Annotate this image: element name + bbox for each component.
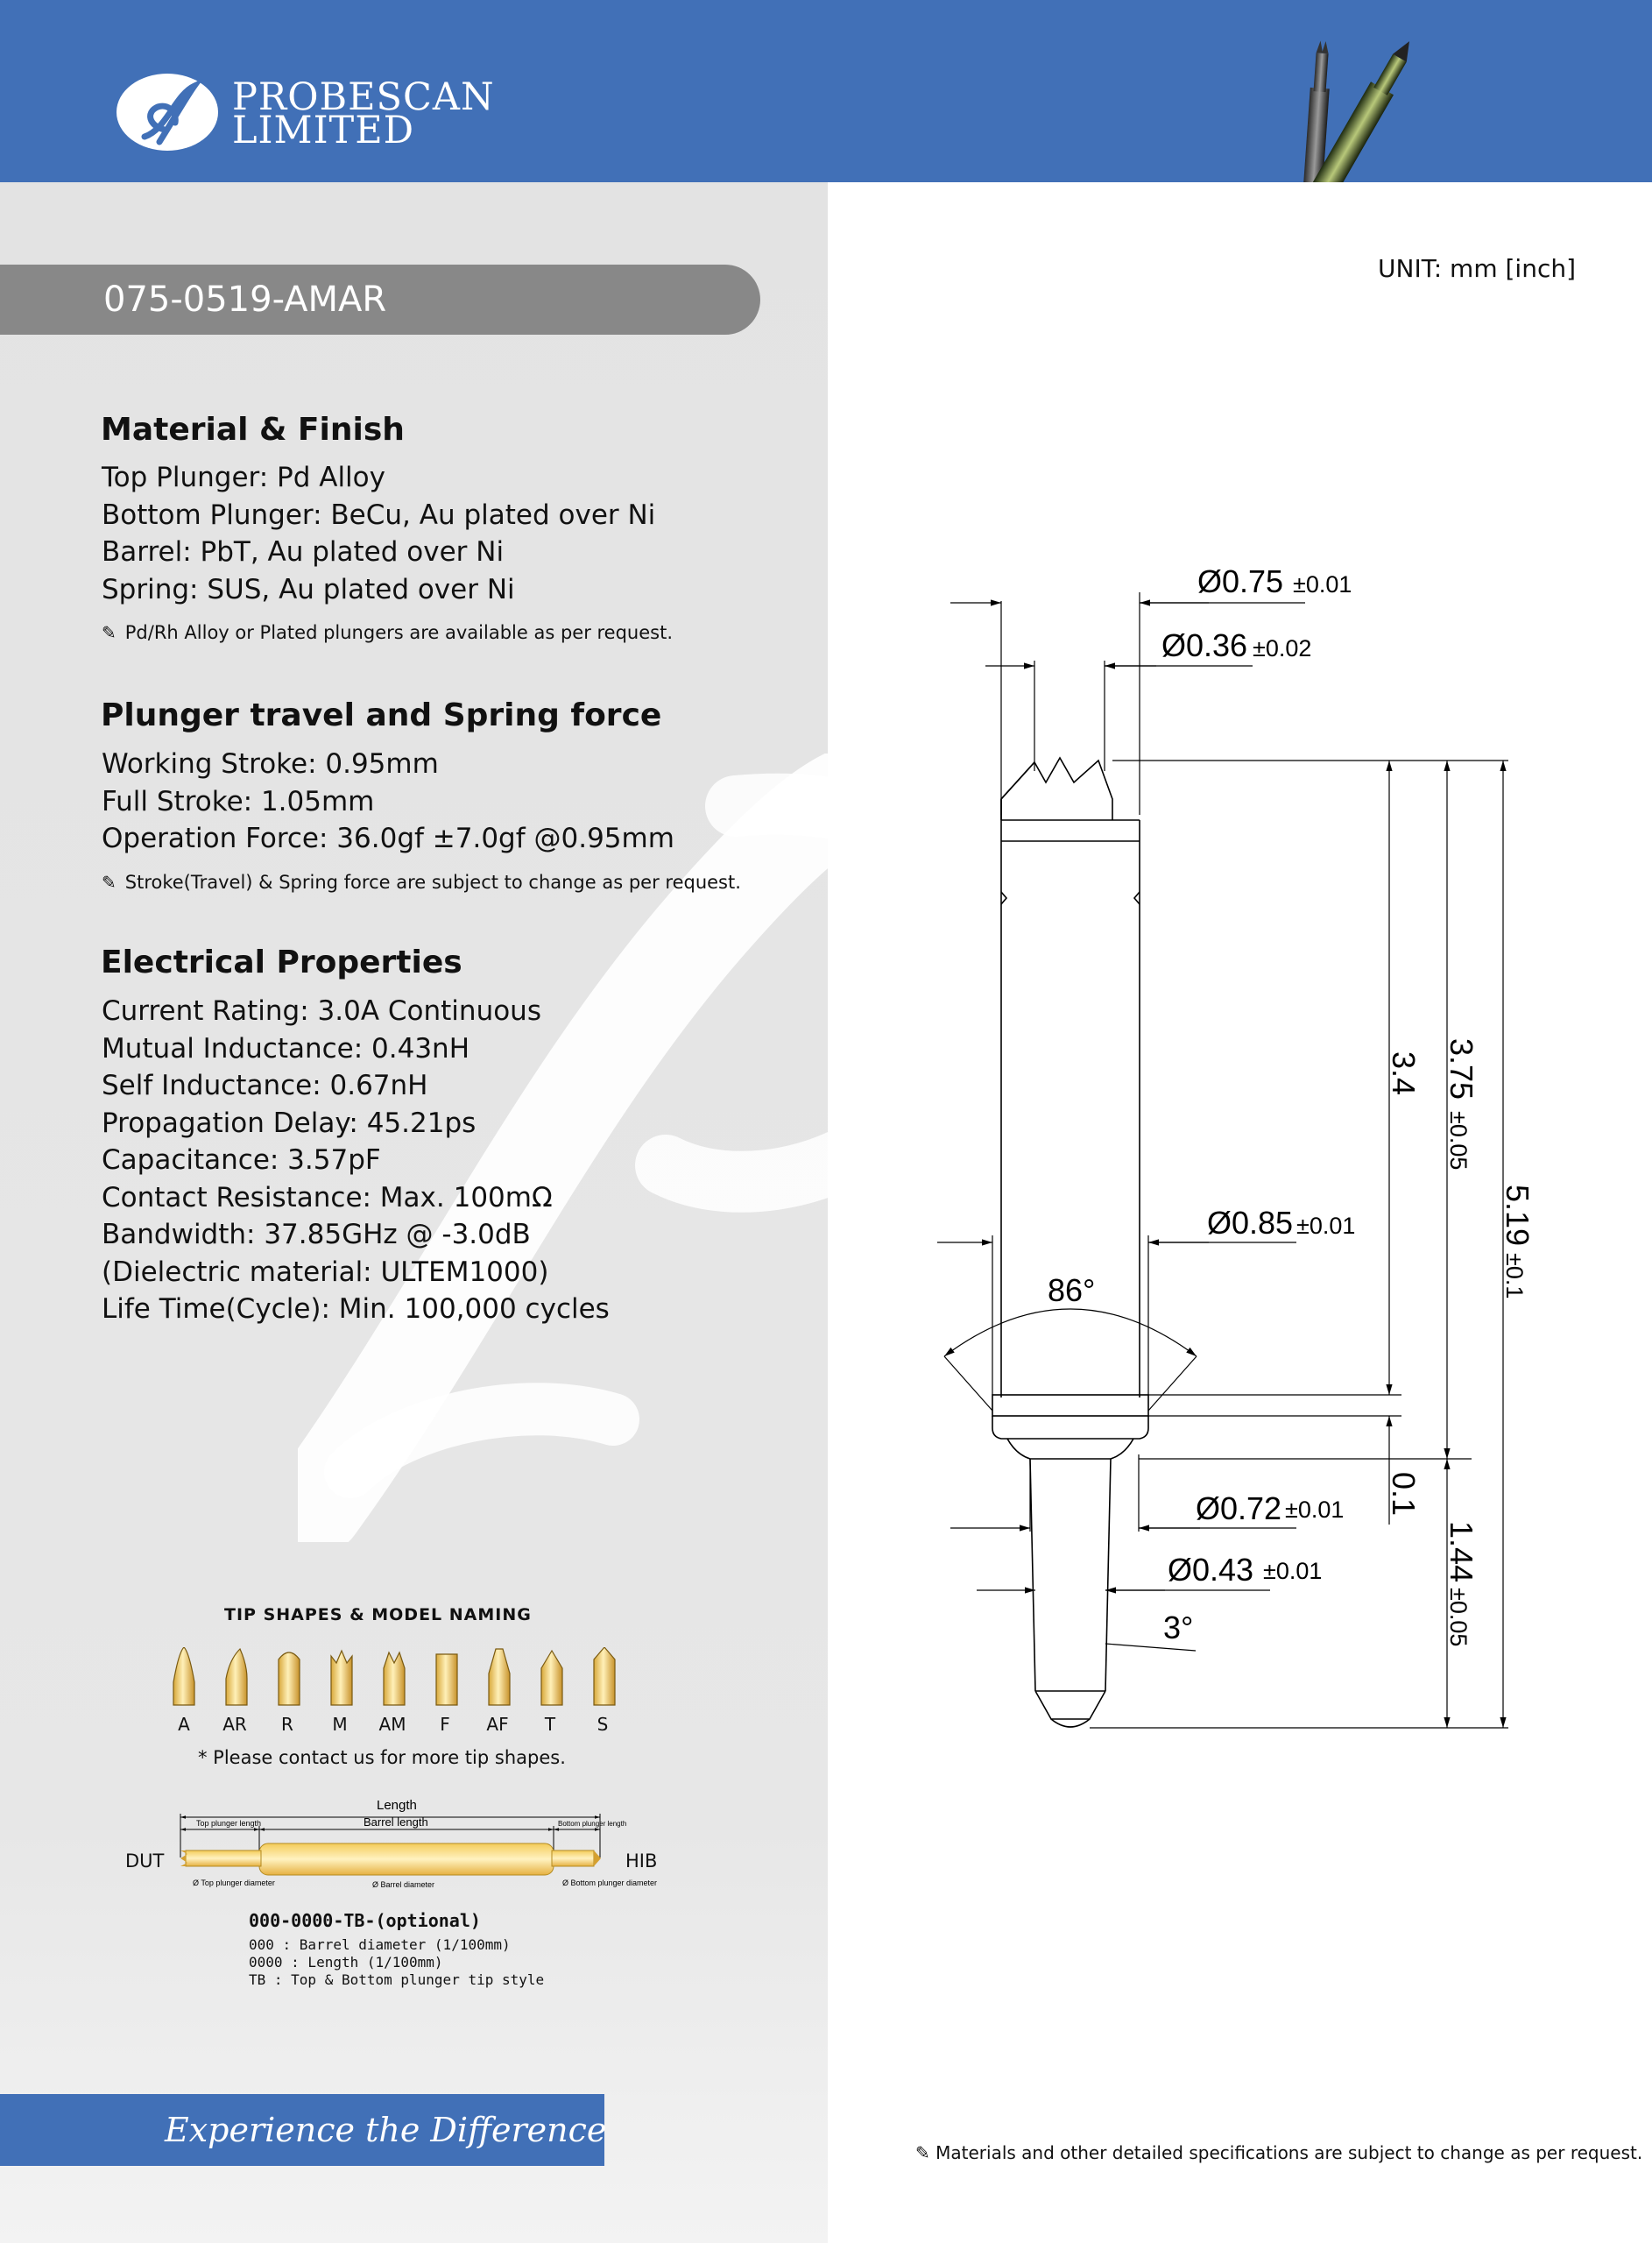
travel-line: Operation Force: 36.0gf ±7.0gf @0.95mm	[102, 823, 674, 854]
material-heading: Material & Finish	[101, 412, 405, 448]
top-plunger-diameter-label: Ø Top plunger diameter	[193, 1879, 275, 1887]
part-number: 075-0519-AMAR	[103, 279, 387, 320]
tip-ar-icon	[226, 1649, 247, 1705]
travel-note-text: Stroke(Travel) & Spring force are subject to change as per request.	[124, 872, 741, 893]
probe-photo-icon	[1261, 35, 1463, 182]
bottom-plunger-length-label: Bottom plunger length	[558, 1820, 627, 1828]
model-code-line: 000 : Barrel diameter (1/100mm)	[249, 1936, 511, 1953]
tip-a-icon	[173, 1647, 194, 1705]
bottom-plunger-diameter-label: Ø Bottom plunger diameter	[562, 1879, 658, 1887]
tip-label: M	[332, 1714, 348, 1735]
tip-label: R	[281, 1714, 293, 1735]
tip-t-icon	[541, 1651, 562, 1705]
dim-d2: Ø0.36	[1161, 627, 1248, 663]
naming-diagram	[114, 1787, 674, 1901]
dim-angle1: 86°	[1048, 1272, 1096, 1308]
tip-r-icon	[279, 1652, 300, 1705]
tip-contact-note: * Please contact us for more tip shapes.	[198, 1747, 566, 1768]
length-label: Length	[377, 1798, 417, 1813]
barrel-diameter-label: Ø Barrel diameter	[372, 1880, 435, 1889]
tip-shapes-row	[166, 1647, 631, 1709]
material-line: Spring: SUS, Au plated over Ni	[102, 573, 515, 605]
brand-name	[232, 75, 495, 152]
model-code: 000-0000-TB-(optional)	[249, 1910, 481, 1931]
model-code-lines	[249, 1936, 544, 1989]
tip-label: S	[597, 1714, 609, 1735]
dim-d4: Ø0.72	[1196, 1490, 1282, 1526]
material-line: Top Plunger: Pd Alloy	[102, 462, 385, 493]
electrical-line: Current Rating: 3.0A Continuous	[102, 995, 541, 1027]
tip-label: AM	[378, 1714, 406, 1735]
dim-len1: 3.4	[1386, 1051, 1422, 1096]
barrel-length-label: Barrel length	[364, 1815, 428, 1829]
dim-d1-tol: ±0.01	[1293, 571, 1352, 598]
dut-label: DUT	[125, 1850, 165, 1872]
electrical-line: (Dielectric material: ULTEM1000)	[102, 1256, 549, 1288]
electrical-heading: Electrical Properties	[101, 945, 462, 980]
travel-note	[102, 872, 741, 893]
dim-d4-tol: ±0.01	[1285, 1497, 1345, 1523]
tip-label: T	[544, 1714, 556, 1735]
material-note	[102, 622, 673, 643]
electrical-line: Capacitance: 3.57pF	[102, 1144, 381, 1176]
model-code-line: 0000 : Length (1/100mm)	[249, 1954, 443, 1971]
material-list	[102, 459, 655, 608]
travel-heading: Plunger travel and Spring force	[101, 697, 662, 733]
footnote-text: Materials and other detailed specifications are subject to change as per request.	[935, 2142, 1643, 2163]
tip-label: AR	[222, 1714, 247, 1735]
brand-line1: PROBESCAN	[232, 75, 495, 119]
slogan: Experience the Difference	[165, 2111, 607, 2149]
dim-d5: Ø0.43	[1168, 1552, 1254, 1588]
electrical-line: Life Time(Cycle): Min. 100,000 cycles	[102, 1293, 610, 1325]
electrical-line: Mutual Inductance: 0.43nH	[102, 1032, 470, 1065]
material-line: Barrel: PbT, Au plated over Ni	[102, 536, 505, 568]
unit-label: UNIT: mm [inch]	[1378, 254, 1577, 283]
tip-s-icon	[594, 1647, 615, 1705]
tip-am-icon	[384, 1652, 405, 1705]
hib-label: HIB	[625, 1850, 658, 1872]
dim-len3: 5.19	[1500, 1185, 1536, 1247]
pencil-icon: ✎	[102, 872, 116, 893]
pencil-icon: ✎	[915, 2142, 936, 2163]
dim-d3-tol: ±0.01	[1296, 1213, 1356, 1239]
top-plunger-length-label: Top plunger length	[196, 1819, 262, 1828]
dim-len2: 3.75	[1444, 1038, 1479, 1100]
electrical-line: Self Inductance: 0.67nH	[102, 1070, 428, 1101]
brand-line2: LIMITED	[232, 109, 415, 152]
electrical-list	[102, 993, 610, 1328]
travel-line: Working Stroke: 0.95mm	[102, 748, 439, 780]
electrical-line: Propagation Delay: 45.21ps	[102, 1107, 477, 1139]
dim-len4: 0.1	[1386, 1472, 1422, 1517]
tip-label: AF	[486, 1714, 509, 1735]
dim-angle2: 3°	[1163, 1610, 1194, 1645]
footnote	[915, 2142, 1642, 2163]
dim-len3-tol: ±0.1	[1501, 1253, 1528, 1299]
model-code-line: TB : Top & Bottom plunger tip style	[249, 1971, 545, 1988]
dim-d3: Ø0.85	[1207, 1205, 1294, 1241]
dim-len5-tol: ±0.05	[1445, 1588, 1472, 1647]
probescan-logo-icon	[114, 68, 221, 154]
material-note-text: Pd/Rh Alloy or Plated plungers are available as per request.	[124, 622, 674, 643]
dim-d5-tol: ±0.01	[1263, 1558, 1323, 1584]
material-line: Bottom Plunger: BeCu, Au plated over Ni	[102, 499, 656, 531]
tip-m-icon	[331, 1651, 352, 1705]
tip-label: F	[440, 1714, 450, 1735]
dim-d2-tol: ±0.02	[1253, 635, 1312, 662]
dim-len2-tol: ±0.05	[1445, 1111, 1472, 1171]
dim-len5: 1.44	[1444, 1521, 1479, 1583]
electrical-line: Bandwidth: 37.85GHz @ -3.0dB	[102, 1219, 531, 1250]
electrical-line: Contact Resistance: Max. 100mΩ	[102, 1181, 553, 1213]
travel-list	[102, 746, 674, 858]
travel-line: Full Stroke: 1.05mm	[102, 785, 375, 817]
tip-f-icon	[436, 1654, 457, 1705]
tip-shapes-heading: TIP SHAPES & MODEL NAMING	[224, 1605, 532, 1624]
pencil-icon: ✎	[102, 622, 116, 643]
tip-label: A	[178, 1714, 190, 1735]
tip-af-icon	[489, 1649, 510, 1705]
dim-d1: Ø0.75	[1197, 563, 1284, 599]
